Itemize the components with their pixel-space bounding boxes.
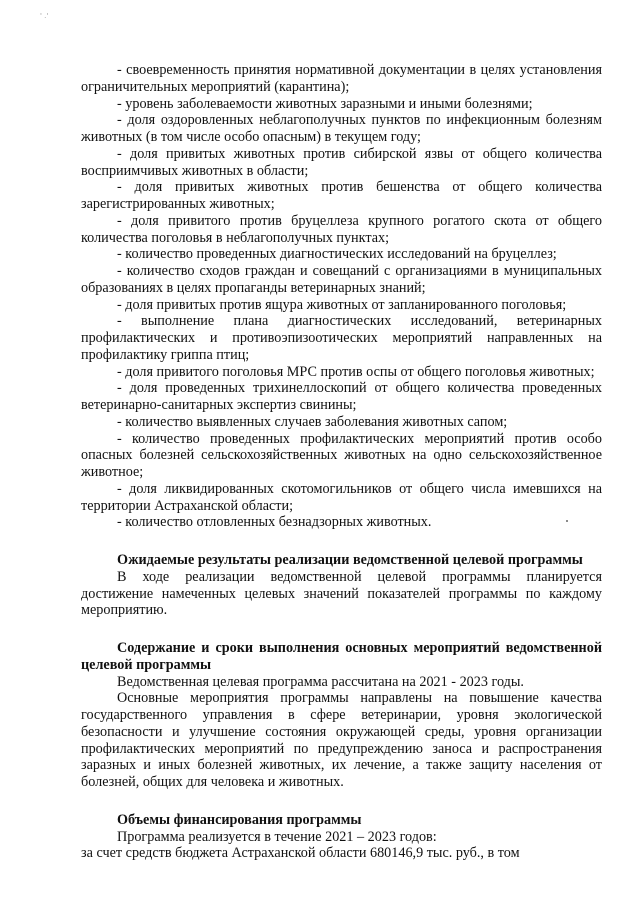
list-item: - количество проведенных диагностических исследований на бруцеллез; [117,246,557,263]
list-item: - своевременность принятия нормативной документации в целях установления ограничительных мероприятий (карантина); [81,62,602,95]
list-item: - доля привитых животных против бешенства от общего количества зарегистрированных животных; [81,179,602,212]
section-heading-content-and-terms: Содержание и сроки выполнения основных мероприятий ведомственной целевой программы [81,640,602,673]
list-item: - количество проведенных профилактических мероприятий против особо опасных болезней сельскохозяйственных животных на одно сельскохозяйственное животное; [81,430,602,480]
section-paragraph: Основные мероприятия программы направлены на повышение качества государственного управления в сфере ветеринарии, уровня экологической безопасности и улучшение состояния окружающей среды, уровня организации профилактических мероприятий по предупреждению заноса и распространения заразных и иных болезней животных, их лечение, а также защиту населения от болезней, общих для человека и животных. [81,690,602,790]
list-item: - доля привитого поголовья МРС против оспы от общего поголовья животных; [117,363,595,380]
scan-speck [566,520,568,522]
section-paragraph: Ведомственная целевая программа рассчитана на 2021 - 2023 годы. [117,673,524,690]
list-item: - количество сходов граждан и совещаний с организациями в муниципальных образованиях в целях пропаганды ветеринарных знаний; [81,263,602,296]
list-item: - выполнение плана диагностических исследований, ветеринарных профилактических и противоэпизоотических мероприятий направленных на профилактику гриппа птиц; [81,313,602,363]
scan-artifact: ' .' [40,12,49,20]
indicator-list [81,62,602,531]
list-item: - доля ликвидированных скотомогильников от общего числа имевшихся на территории Астраханской области; [81,480,602,514]
list-item: - количество отловленных безнадзорных животных. [117,514,432,531]
list-item: - доля привитых против ящура животных от запланированного поголовья; [117,296,567,313]
section-heading-expected-results: Ожидаемые результаты реализации ведомственной целевой программы [117,552,583,568]
list-item: - доля привитых животных против сибирской язвы от общего количества восприимчивых животных в области; [81,145,602,179]
list-item: - количество выявленных случаев заболевания животных сапом; [117,413,508,430]
list-item: - доля проведенных трихинеллоскопий от общего количества проведенных ветеринарно-санитарных экспертиз свинины; [81,380,602,413]
list-item: - уровень заболеваемости животных заразными и иными болезнями; [117,95,533,112]
list-item: - доля привитого против бруцеллеза крупного рогатого скота от общего количества поголовья в неблагополучных пунктах; [81,212,602,246]
section-paragraph: В ходе реализации ведомственной целевой программы планируется достижение намеченных целевых значений показателей программы по каждому мероприятию. [81,568,602,619]
section-heading-financing: Объемы финансирования программы [117,811,362,828]
document-body [81,62,602,862]
section-paragraph: Программа реализуется в течение 2021 – 2023 годов: [117,828,437,845]
section-paragraph: за счет средств бюджета Астраханской области 680146,9 тыс. руб., в том [81,845,520,862]
list-item: - доля оздоровленных неблагополучных пунктов по инфекционным болезням животных (в том числе особо опасным) в текущем году; [81,112,602,145]
